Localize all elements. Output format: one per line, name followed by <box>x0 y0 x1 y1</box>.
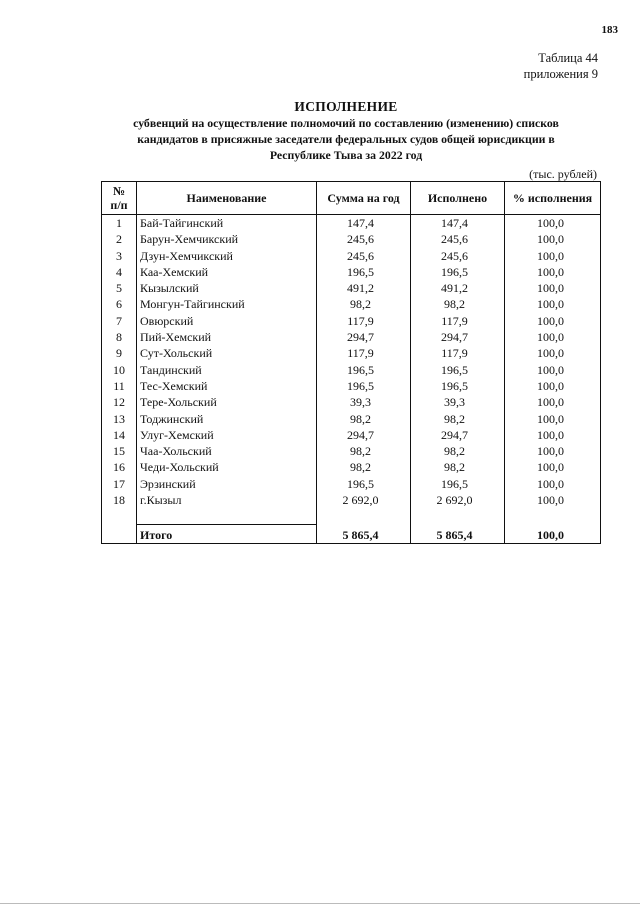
row-number: 4 <box>102 264 137 280</box>
row-done: 117,9 <box>411 345 505 361</box>
row-plan: 2 692,0 <box>317 492 411 508</box>
row-name: Тандинский <box>137 362 317 378</box>
row-number: 7 <box>102 313 137 329</box>
row-percent: 100,0 <box>505 313 601 329</box>
row-percent: 100,0 <box>505 362 601 378</box>
row-done: 117,9 <box>411 313 505 329</box>
row-done: 196,5 <box>411 362 505 378</box>
row-number: 8 <box>102 329 137 345</box>
table-row <box>102 476 601 492</box>
row-done: 245,6 <box>411 248 505 264</box>
row-number: 3 <box>102 248 137 264</box>
row-number: 1 <box>102 215 137 232</box>
table-row <box>102 215 601 232</box>
row-name: Кызылский <box>137 280 317 296</box>
execution-table <box>101 181 601 544</box>
spacer-cell <box>505 508 601 525</box>
row-percent: 100,0 <box>505 231 601 247</box>
row-number: 14 <box>102 427 137 443</box>
row-done: 98,2 <box>411 459 505 475</box>
row-name: Чеди-Хольский <box>137 459 317 475</box>
header-done: Исполнено <box>411 182 505 215</box>
header-plan: Сумма на год <box>317 182 411 215</box>
table-ref-line1: Таблица 44 <box>538 51 598 65</box>
table-row <box>102 427 601 443</box>
table-row <box>102 394 601 410</box>
row-number: 9 <box>102 345 137 361</box>
scan-edge-line <box>0 903 640 904</box>
row-percent: 100,0 <box>505 378 601 394</box>
units-label: (тыс. рублей) <box>529 167 597 181</box>
table-row <box>102 345 601 361</box>
row-name: Пий-Хемский <box>137 329 317 345</box>
row-name: Тоджинский <box>137 411 317 427</box>
spacer-cell <box>137 508 317 525</box>
header-number <box>102 182 137 215</box>
table-row <box>102 492 601 508</box>
total-percent: 100,0 <box>505 525 601 544</box>
row-name: Эрзинский <box>137 476 317 492</box>
total-number <box>102 525 137 544</box>
row-percent: 100,0 <box>505 459 601 475</box>
header-name: Наименование <box>137 182 317 215</box>
row-plan: 196,5 <box>317 476 411 492</box>
row-percent: 100,0 <box>505 394 601 410</box>
row-plan: 294,7 <box>317 329 411 345</box>
row-name: Монгун-Тайгинский <box>137 296 317 312</box>
row-number: 10 <box>102 362 137 378</box>
row-done: 98,2 <box>411 296 505 312</box>
row-percent: 100,0 <box>505 345 601 361</box>
row-done: 491,2 <box>411 280 505 296</box>
total-plan: 5 865,4 <box>317 525 411 544</box>
row-plan: 117,9 <box>317 345 411 361</box>
page-number: 183 <box>601 24 618 36</box>
header-number-line2: п/п <box>110 198 128 212</box>
row-done: 196,5 <box>411 264 505 280</box>
spacer-cell <box>102 508 137 525</box>
row-done: 2 692,0 <box>411 492 505 508</box>
row-plan: 147,4 <box>317 215 411 232</box>
row-done: 245,6 <box>411 231 505 247</box>
row-percent: 100,0 <box>505 296 601 312</box>
row-plan: 39,3 <box>317 394 411 410</box>
row-done: 294,7 <box>411 427 505 443</box>
row-plan: 245,6 <box>317 248 411 264</box>
table-reference <box>524 50 598 82</box>
table-row <box>102 264 601 280</box>
row-done: 98,2 <box>411 411 505 427</box>
row-percent: 100,0 <box>505 264 601 280</box>
row-done: 98,2 <box>411 443 505 459</box>
row-name: Сут-Хольский <box>137 345 317 361</box>
row-number: 11 <box>102 378 137 394</box>
table-row <box>102 296 601 312</box>
row-done: 294,7 <box>411 329 505 345</box>
spacer-cell <box>317 508 411 525</box>
row-name: Барун-Хемчикский <box>137 231 317 247</box>
table-row <box>102 378 601 394</box>
title-main: ИСПОЛНЕНИЕ <box>294 99 398 114</box>
row-name: Тере-Хольский <box>137 394 317 410</box>
total-name: Итого <box>137 525 317 544</box>
spacer-cell <box>411 508 505 525</box>
row-name: Бай-Тайгинский <box>137 215 317 232</box>
row-done: 196,5 <box>411 476 505 492</box>
row-plan: 98,2 <box>317 296 411 312</box>
title-line-3: Республике Тыва за 2022 год <box>269 148 423 162</box>
document-title <box>96 98 596 163</box>
row-percent: 100,0 <box>505 329 601 345</box>
row-plan: 98,2 <box>317 411 411 427</box>
title-line-2: кандидатов в присяжные заседатели федеральных судов общей юрисдикции в <box>137 132 555 146</box>
row-percent: 100,0 <box>505 248 601 264</box>
row-name: Каа-Хемский <box>137 264 317 280</box>
total-row <box>102 525 601 544</box>
row-plan: 196,5 <box>317 264 411 280</box>
table-header-row <box>102 182 601 215</box>
row-name: г.Кызыл <box>137 492 317 508</box>
spacer-row <box>102 508 601 525</box>
row-name: Овюрский <box>137 313 317 329</box>
table-row <box>102 280 601 296</box>
table-row <box>102 459 601 475</box>
header-percent: % исполнения <box>505 182 601 215</box>
row-number: 17 <box>102 476 137 492</box>
table-body <box>102 215 601 544</box>
row-percent: 100,0 <box>505 411 601 427</box>
table-row <box>102 248 601 264</box>
row-number: 2 <box>102 231 137 247</box>
row-percent: 100,0 <box>505 280 601 296</box>
row-number: 12 <box>102 394 137 410</box>
row-number: 5 <box>102 280 137 296</box>
row-percent: 100,0 <box>505 427 601 443</box>
row-done: 196,5 <box>411 378 505 394</box>
row-percent: 100,0 <box>505 215 601 232</box>
row-number: 16 <box>102 459 137 475</box>
row-done: 147,4 <box>411 215 505 232</box>
row-number: 18 <box>102 492 137 508</box>
row-plan: 196,5 <box>317 378 411 394</box>
row-number: 13 <box>102 411 137 427</box>
row-percent: 100,0 <box>505 443 601 459</box>
table-ref-line2: приложения 9 <box>523 67 598 81</box>
table-row <box>102 411 601 427</box>
table-row <box>102 329 601 345</box>
table-row <box>102 443 601 459</box>
row-percent: 100,0 <box>505 492 601 508</box>
row-number: 6 <box>102 296 137 312</box>
row-plan: 117,9 <box>317 313 411 329</box>
header-number-line1: № <box>112 184 126 198</box>
row-plan: 245,6 <box>317 231 411 247</box>
table-row <box>102 362 601 378</box>
row-plan: 491,2 <box>317 280 411 296</box>
row-name: Тес-Хемский <box>137 378 317 394</box>
row-name: Чаа-Хольский <box>137 443 317 459</box>
row-plan: 196,5 <box>317 362 411 378</box>
total-done: 5 865,4 <box>411 525 505 544</box>
table-row <box>102 313 601 329</box>
row-plan: 98,2 <box>317 459 411 475</box>
title-line-1: субвенций на осуществление полномочий по составлению (изменению) списков <box>133 116 559 130</box>
row-number: 15 <box>102 443 137 459</box>
row-percent: 100,0 <box>505 476 601 492</box>
row-name: Улуг-Хемский <box>137 427 317 443</box>
row-name: Дзун-Хемчикский <box>137 248 317 264</box>
row-plan: 98,2 <box>317 443 411 459</box>
table-row <box>102 231 601 247</box>
row-plan: 294,7 <box>317 427 411 443</box>
row-done: 39,3 <box>411 394 505 410</box>
